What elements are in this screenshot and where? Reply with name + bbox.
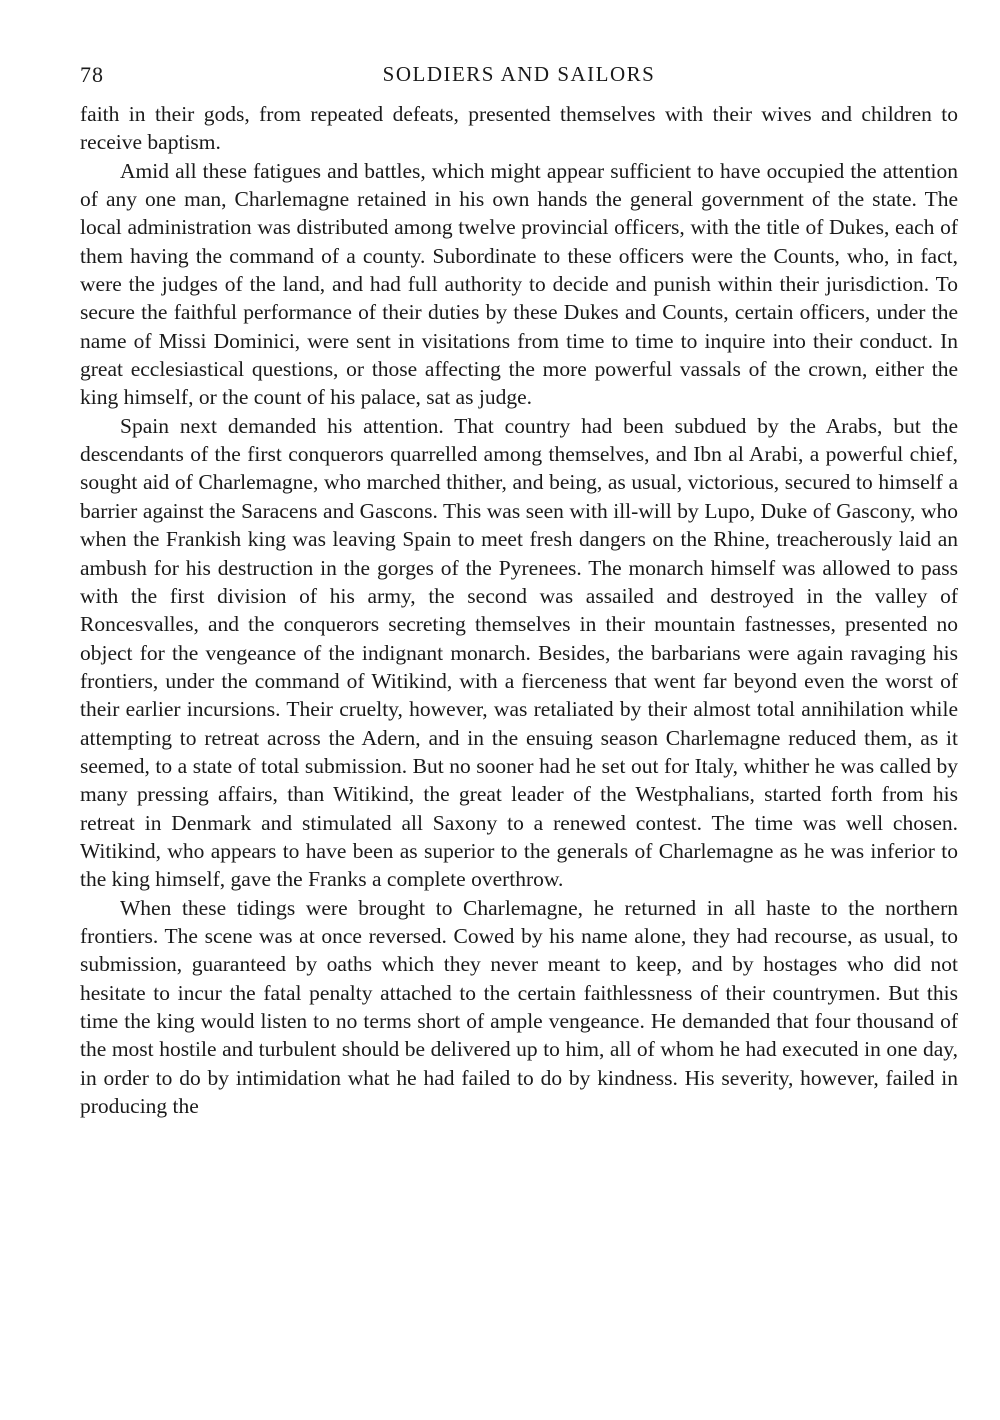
page-number: 78 — [80, 62, 104, 87]
paragraph-4: When these tidings were brought to Charlemagne, he returned in all haste to the northern frontiers. The scene was at once reversed. Cowed by his name alone, they had recourse, as usual, to submission, guaranteed by oaths which they never meant to keep, and by hostages who did not hesitate to incur the fatal penalty attached to the certain faithlessness of their countrymen. But this time the king would listen to no terms short of ample vengeance. He demanded that four thousand of the most hostile and turbulent should be delivered up to him, all of whom he had executed in one day, in order to do by intimidation what he had failed to do by kindness. His severity, however, failed in producing the — [80, 895, 958, 1119]
book-page — [80, 62, 958, 1120]
paragraph-2: Amid all these fatigues and battles, which might appear sufficient to have occupied the attention of any one man, Charlemagne retained in his own hands the general government of the state. The local administration was distributed among twelve provincial officers, with the title of Dukes, each of them having the command of a county. Subordinate to these officers were the Counts, who, in fact, were the judges of the land, and had full authority to decide and punish within their jurisdiction. To secure the faithful performance of their duties by these Dukes and Counts, certain officers, under the name of Missi Dominici, were sent in visitations from time to time to inquire into their conduct. In great ecclesiastical questions, or those affecting the more powerful vassals of the crown, either the king himself, or the count of his palace, sat as judge. — [80, 158, 958, 410]
paragraph-3: Spain next demanded his attention. That country had been subdued by the Arabs, but the descendants of the first conquerors quarrelled among themselves, and Ibn al Arabi, a powerful chief, sought aid of Charlemagne, who marched thither, and being, as usual, victorious, secured to himself a barrier against the Saracens and Gascons. This was seen with ill-will by Lupo, Duke of Gascony, who when the Frankish king was leaving Spain to meet fresh dangers on the Rhine, treacherously laid an ambush for his destruction in the gorges of the Pyrenees. The monarch himself was allowed to pass with the first division of his army, the second was assailed and destroyed in the valley of Roncesvalles, and the conquerors secreting themselves in their mountain fastnesses, presented no object for the vengeance of the indignant monarch. Besides, the barbarians were again ravaging his frontiers, under the command of Witikind, with a fierceness that went far beyond even the worst of their earlier incursions. Their cruelty, however, was retaliated by their almost total annihilation while attempting to retreat across the Adern, and in the ensuing season Charlemagne reduced them, as it seemed, to a state of total submission. But no sooner had he set out for Italy, whither he was called by many pressing affairs, than Witikind, the great leader of the Westphalians, started forth from his retreat in Denmark and stimulated all Saxony to a renewed contest. The time was well chosen. Witikind, who appears to have been as superior to the generals of Charlemagne as he was inferior to the king himself, gave the Franks a complete overthrow. — [80, 413, 958, 892]
running-header — [80, 62, 958, 100]
paragraph-1: faith in their gods, from repeated defeats, presented themselves with their wives and children to receive baptism. — [80, 102, 958, 155]
body-text — [80, 100, 958, 1120]
running-title: SOLDIERS AND SAILORS — [382, 62, 656, 86]
